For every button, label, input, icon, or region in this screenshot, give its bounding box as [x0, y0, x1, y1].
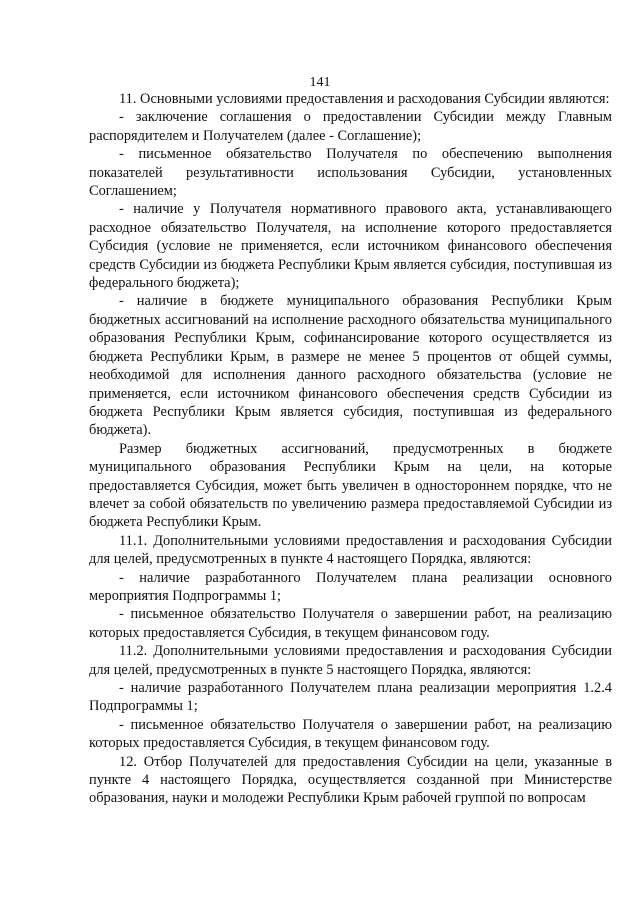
- paragraph: - заключение соглашения о предоставлении Субсидии между Главным распорядителем и Получателем (далее - Соглашение);: [89, 109, 612, 144]
- paragraph: 11.1. Дополнительными условиями предоставления и расходования Субсидии для целей, предусмотренных в пункте 4 настоящего Порядка, являются:: [89, 532, 612, 568]
- paragraph: 12. Отбор Получателей для предоставления Субсидии на цели, указанные в пункте 4 настоящего Порядка, осуществляется созданной при Министерстве образования, науки и молодежи Республики Крым рабочей группой по вопросам: [89, 753, 612, 807]
- paragraph: - наличие у Получателя нормативного правового акта, устанавливающего расходное обязательство Получателя, на исполнение которого предоставляется Субсидия (условие не применяется, если источником финансового обеспечения средств Субсидии из бюджета Республики Крым является субсидия, поступившая из федерального бюджета);: [89, 201, 612, 292]
- page-number: 141: [309, 75, 331, 90]
- paragraph: - наличие разработанного Получателем плана реализации основного мероприятия Подпрограммы 1;: [89, 569, 612, 604]
- paragraph: - письменное обязательство Получателя о завершении работ, на реализацию которых предоставляется Субсидия, в текущем финансовом году.: [89, 606, 612, 641]
- paragraph: - письменное обязательство Получателя о завершении работ, на реализацию которых предоставляется Субсидия, в текущем финансовом году.: [89, 716, 612, 752]
- paragraph: - письменное обязательство Получателя по обеспечению выполнения показателей результативности использования Субсидии, установленных Соглашением;: [89, 146, 612, 200]
- document-body: [89, 90, 612, 808]
- paragraph: 11.2. Дополнительными условиями предоставления и расходования Субсидии для целей, предусмотренных в пункте 5 настоящего Порядка, являются:: [89, 643, 612, 678]
- paragraph: - наличие разработанного Получателем плана реализации мероприятия 1.2.4 Подпрограммы 1;: [89, 680, 612, 715]
- paragraph: Размер бюджетных ассигнований, предусмотренных в бюджете муниципального образования Республики Крым на цели, на которые предоставляется Субсидия, может быть увеличен в одностороннем порядке, что не влечет за собой обязательств по увеличению размера предоставляемой Субсидии из бюджета Республики Крым.: [89, 440, 612, 531]
- paragraph: - наличие в бюджете муниципального образования Республики Крым бюджетных ассигнований на исполнение расходного обязательства муниципального образования Республики Крым, софинансирование которого осуществляется из бюджета Республики Крым, в размере не менее 5 процентов от общей суммы, необходимой для исполнения данного расходного обязательства (условие не применяется, если источником финансового обеспечения средств Субсидии из бюджета Республики Крым является субсидия, поступившая из федерального бюджета).: [89, 293, 612, 439]
- paragraph: 11. Основными условиями предоставления и расходования Субсидии являются:: [119, 91, 610, 107]
